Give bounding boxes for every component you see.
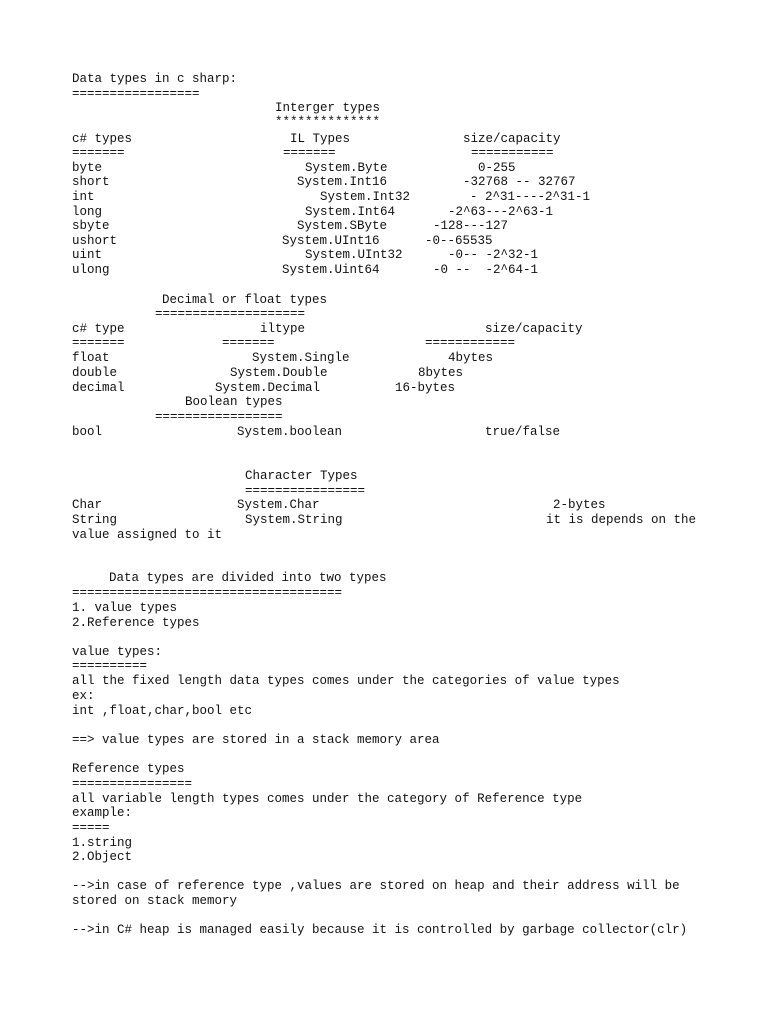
table-row-type: bool xyxy=(72,425,103,439)
character-heading: Character Types xyxy=(245,469,358,483)
table-row-size: 4bytes xyxy=(448,351,494,365)
table-row-il: System.Uint64 xyxy=(282,263,380,277)
decimal-col-csharp-underline: ======= xyxy=(72,336,125,350)
value-types-underline: ========== xyxy=(72,659,148,673)
reference-types-underline: ================ xyxy=(72,777,193,791)
table-row-il: System.UInt32 xyxy=(305,248,403,262)
table-row-type: sbyte xyxy=(72,219,110,233)
table-row-type: ushort xyxy=(72,234,118,248)
table-row-il: System.Byte xyxy=(305,161,388,175)
decimal-col-il-underline: ======= xyxy=(222,336,275,350)
doc-title-underline: ================= xyxy=(72,87,200,101)
table-row-type: uint xyxy=(72,248,103,262)
value-types-ex-label: ex: xyxy=(72,689,95,703)
table-row-type: decimal xyxy=(72,381,125,395)
value-types-desc: all the fixed length data types comes under the categories of value types xyxy=(72,674,620,688)
table-row-size: it is depends on the xyxy=(546,513,697,527)
table-row-size: - 2^31----2^31-1 xyxy=(470,190,591,204)
integer-heading-underline: ************** xyxy=(275,115,381,129)
boolean-heading: Boolean types xyxy=(185,395,283,409)
table-row-il: System.String xyxy=(245,513,343,527)
reference-note-line1: -->in case of reference type ,values are stored on heap and their address will be xyxy=(72,879,680,893)
integer-col-il-underline: ======= xyxy=(283,146,336,160)
decimal-col-csharp: c# type xyxy=(72,322,125,336)
table-row-il: System.Single xyxy=(252,351,350,365)
decimal-heading: Decimal or float types xyxy=(162,293,328,307)
character-heading-underline: ================ xyxy=(245,484,366,498)
integer-col-il: IL Types xyxy=(290,132,351,146)
division-heading: Data types are divided into two types xyxy=(109,571,387,585)
list-item: 2.Object xyxy=(72,850,133,864)
table-row-type: int xyxy=(72,190,95,204)
table-row-il: System.Int64 xyxy=(305,205,396,219)
table-row-size: -128---127 xyxy=(433,219,509,233)
reference-types-example-underline: ===== xyxy=(72,821,110,835)
table-row-type: byte xyxy=(72,161,103,175)
table-row-size: -32768 -- 32767 xyxy=(463,175,576,189)
table-row-type: Char xyxy=(72,498,103,512)
division-underline: ==================================== xyxy=(72,586,343,600)
reference-types-desc: all variable length types comes under the category of Reference type xyxy=(72,792,583,806)
table-row-type: long xyxy=(72,205,103,219)
reference-types-example-label: example: xyxy=(72,806,133,820)
table-row-il: System.UInt16 xyxy=(282,234,380,248)
reference-note2: -->in C# heap is managed easily because it is controlled by garbage collector(clr) xyxy=(72,923,688,937)
reference-note-line2: stored on stack memory xyxy=(72,894,238,908)
table-row-size: 0-255 xyxy=(478,161,516,175)
table-row-size: 8bytes xyxy=(418,366,464,380)
value-types-heading: value types: xyxy=(72,645,163,659)
table-row-il: System.SByte xyxy=(297,219,388,233)
doc-title: Data types in c sharp: xyxy=(72,72,238,86)
integer-col-size: size/capacity xyxy=(463,132,561,146)
table-row-type: String xyxy=(72,513,118,527)
table-row-size: 2-bytes xyxy=(553,498,606,512)
table-row-size: 16-bytes xyxy=(395,381,456,395)
list-item: 2.Reference types xyxy=(72,616,200,630)
integer-col-csharp: c# types xyxy=(72,132,133,146)
table-row-type: ulong xyxy=(72,263,110,277)
table-row-size: -0--65535 xyxy=(425,234,493,248)
decimal-col-size-underline: ============ xyxy=(425,336,516,350)
integer-col-csharp-underline: ======= xyxy=(72,146,125,160)
table-row-size: -0 -- -2^64-1 xyxy=(433,263,539,277)
table-row-il: System.Double xyxy=(230,366,328,380)
table-row-il: System.Char xyxy=(237,498,320,512)
decimal-heading-underline: ==================== xyxy=(155,307,306,321)
list-item: 1.string xyxy=(72,836,133,850)
value-types-examples: int ,float,char,bool etc xyxy=(72,704,253,718)
integer-heading: Interger types xyxy=(275,101,381,115)
reference-types-heading: Reference types xyxy=(72,762,185,776)
decimal-col-il: iltype xyxy=(260,322,306,336)
list-item: 1. value types xyxy=(72,601,178,615)
table-row-size: -0-- -2^32-1 xyxy=(448,248,539,262)
table-row-il: System.Int32 xyxy=(320,190,411,204)
table-row-type: float xyxy=(72,351,110,365)
boolean-heading-underline: ================= xyxy=(155,410,283,424)
table-row-size: true/false xyxy=(485,425,561,439)
decimal-col-size: size/capacity xyxy=(485,322,583,336)
table-row-il: System.Int16 xyxy=(297,175,388,189)
value-types-note: ==> value types are stored in a stack memory area xyxy=(72,733,440,747)
table-row-il: System.Decimal xyxy=(215,381,321,395)
table-row-size: -2^63---2^63-1 xyxy=(448,205,554,219)
table-row-type: double xyxy=(72,366,118,380)
table-row-il: System.boolean xyxy=(237,425,343,439)
table-row-type: short xyxy=(72,175,110,189)
integer-col-size-underline: =========== xyxy=(471,146,554,160)
character-continuation: value assigned to it xyxy=(72,528,223,542)
